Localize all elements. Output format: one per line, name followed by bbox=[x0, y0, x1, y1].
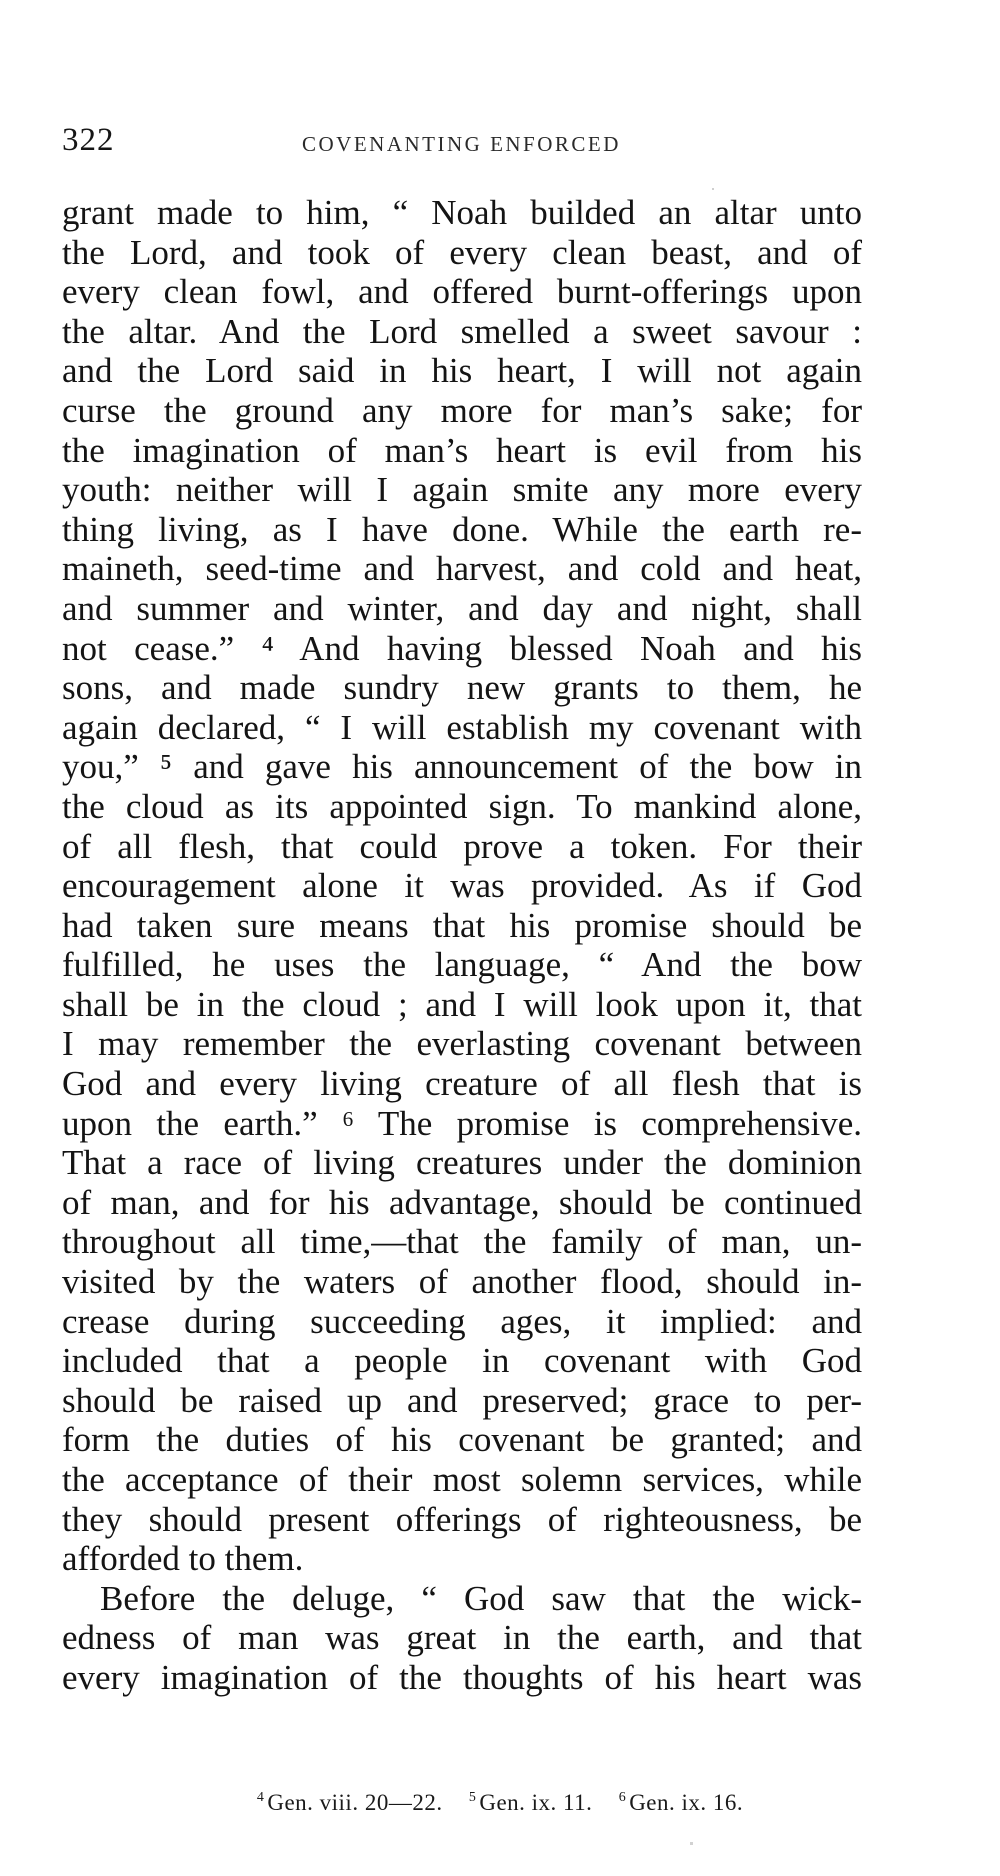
footnote-mark: 5 bbox=[468, 1790, 477, 1806]
text-line: edness of man was great in the earth, and that bbox=[62, 1618, 862, 1658]
text-line: the cloud as its appointed sign. To mankind alone, bbox=[62, 786, 862, 826]
text-line: they should present offerings of righteousness, be bbox=[62, 1499, 862, 1539]
text-line: the Lord, and took of every clean beast, and of bbox=[62, 232, 862, 272]
text-line: fulfilled, he uses the language, “ And the bow bbox=[62, 945, 862, 985]
footnote bbox=[257, 1790, 443, 1815]
text-line: included that a people in covenant with God bbox=[62, 1341, 862, 1381]
text-line: upon the earth.” ⁶ The promise is comprehensive. bbox=[62, 1103, 862, 1143]
footnote-reference: Gen. viii. 20—22. bbox=[267, 1790, 443, 1815]
text-line: the altar. And the Lord smelled a sweet savour : bbox=[62, 311, 862, 351]
text-line: you,” ⁵ and gave his announcement of the bow in bbox=[62, 747, 862, 787]
text-line: and summer and winter, and day and night, shall bbox=[62, 588, 862, 628]
footnote-mark: 6 bbox=[618, 1790, 627, 1806]
text-line: God and every living creature of all flesh that is bbox=[62, 1064, 862, 1104]
text-line: had taken sure means that his promise should be bbox=[62, 905, 862, 945]
body-text bbox=[62, 193, 862, 1698]
text-line: thing living, as I have done. While the earth re- bbox=[62, 509, 862, 549]
text-line: every imagination of the thoughts of his heart was bbox=[62, 1657, 862, 1697]
text-line: That a race of living creatures under the dominion bbox=[62, 1143, 862, 1183]
text-line: encouragement alone it was provided. As if God bbox=[62, 866, 862, 906]
text-line: not cease.” ⁴ And having blessed Noah and his bbox=[62, 628, 862, 668]
text-line: form the duties of his covenant be granted; and bbox=[62, 1420, 862, 1460]
scan-speck bbox=[690, 1842, 693, 1845]
footnotes bbox=[0, 1790, 1000, 1816]
text-line: visited by the waters of another flood, should in- bbox=[62, 1262, 862, 1302]
text-line: the imagination of man’s heart is evil from his bbox=[62, 430, 862, 470]
footnote bbox=[619, 1790, 743, 1815]
text-line: curse the ground any more for man’s sake; for bbox=[62, 390, 862, 430]
footnote bbox=[469, 1790, 593, 1815]
text-line: of man, and for his advantage, should be continued bbox=[62, 1182, 862, 1222]
text-line: should be raised up and preserved; grace to per- bbox=[62, 1380, 862, 1420]
text-line: youth: neither will I again smite any more every bbox=[62, 470, 862, 510]
text-line: again declared, “ I will establish my covenant with bbox=[62, 707, 862, 747]
text-line: the acceptance of their most solemn services, while bbox=[62, 1460, 862, 1499]
text-line: crease during succeeding ages, it implied: and bbox=[62, 1301, 862, 1341]
running-head bbox=[62, 122, 862, 168]
scan-speck bbox=[712, 188, 714, 190]
footnote-reference: Gen. ix. 16. bbox=[629, 1790, 744, 1815]
paragraph-end-line: afforded to them. bbox=[62, 1539, 304, 1579]
text-line: every clean fowl, and offered burnt-offerings upon bbox=[62, 272, 862, 312]
running-title: COVENANTING ENFORCED bbox=[302, 132, 621, 156]
page-number: 322 bbox=[62, 122, 115, 158]
text-line: and the Lord said in his heart, I will not again bbox=[62, 351, 862, 391]
footnote-mark: 4 bbox=[256, 1790, 265, 1806]
text-line: throughout all time,—that the family of man, un- bbox=[62, 1222, 862, 1262]
text-line: sons, and made sundry new grants to them, he bbox=[62, 668, 862, 708]
paragraph-start-line: Before the deluge, “ God saw that the wick- bbox=[100, 1578, 862, 1618]
text-line: shall be in the cloud ; and I will look upon it, that bbox=[62, 984, 862, 1024]
text-line: grant made to him, “ Noah builded an altar unto bbox=[62, 193, 862, 232]
text-line: I may remember the everlasting covenant between bbox=[62, 1024, 862, 1064]
footnote-line bbox=[247, 1790, 753, 1816]
text-line: maineth, seed-time and harvest, and cold and heat, bbox=[62, 549, 862, 589]
text-line: of all flesh, that could prove a token. For their bbox=[62, 826, 862, 866]
footnote-reference: Gen. ix. 11. bbox=[479, 1790, 593, 1815]
